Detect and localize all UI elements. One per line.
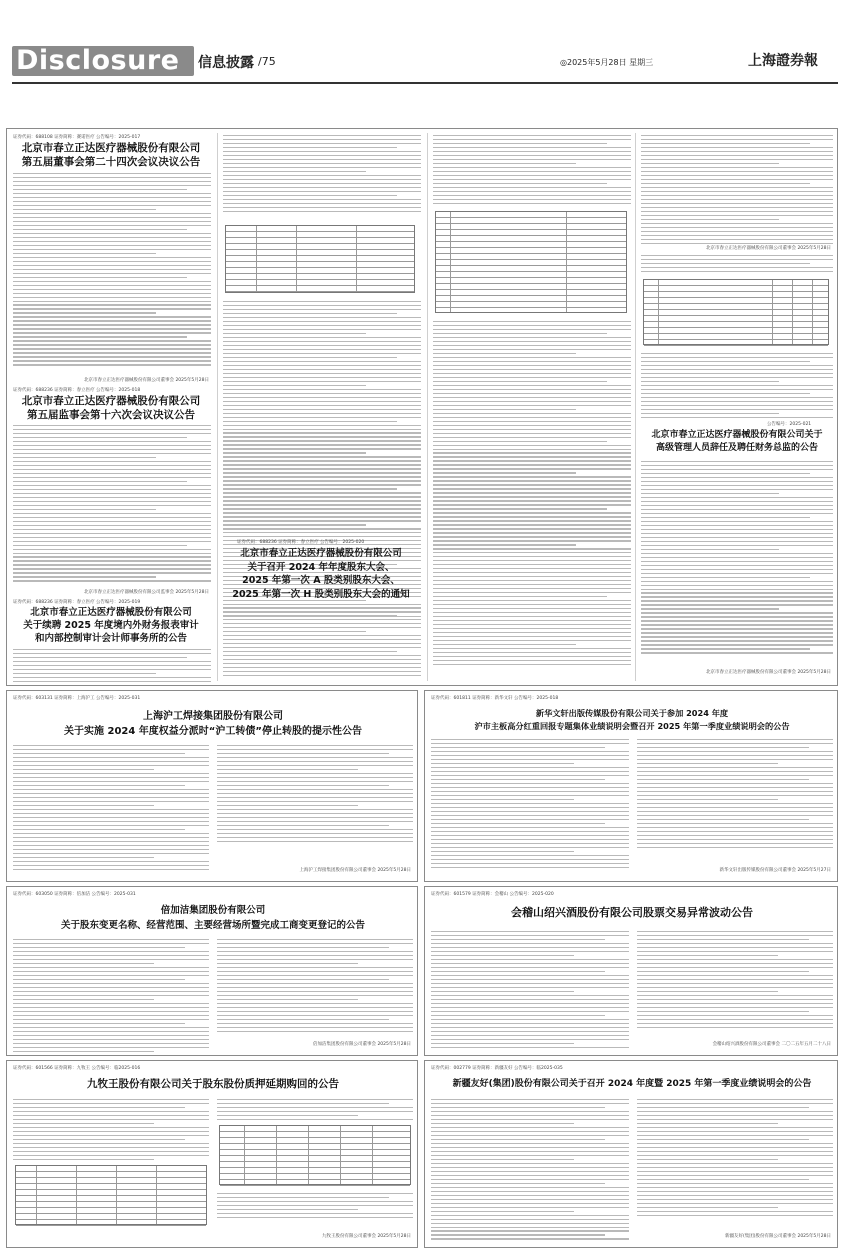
announcement-meta: 证券代码：688236 证券简称：春立医疗 公告编号：2025-020 — [237, 540, 365, 545]
announcement-signature: 新疆友好(集团)股份有限公司董事会 2025年5月28日 — [725, 1234, 831, 1239]
announcement-title — [11, 141, 211, 169]
announcement-signature: 倍加洁集团股份有限公司董事会 2025年5月28日 — [313, 1042, 411, 1047]
announcement-body — [641, 255, 833, 275]
announcement-body — [637, 1099, 833, 1219]
column-divider — [217, 133, 218, 681]
data-table — [643, 279, 829, 345]
announcement-body — [13, 425, 211, 584]
announcement-signature: 北京市春立正达医疗器械股份有限公司监事会 2025年5月28日 — [84, 590, 209, 595]
announcement-meta: 证券代码：603050 证券简称：倍加洁 公告编号：2025-031 — [13, 892, 136, 897]
masthead — [0, 0, 843, 86]
announcement-title — [7, 709, 418, 739]
title-line: 倍加洁集团股份有限公司 — [160, 905, 266, 916]
title-line: 新华文轩出版传媒股份有限公司关于参加 2024 年度 — [535, 708, 729, 718]
data-table — [435, 211, 627, 313]
announcement-body — [13, 745, 209, 873]
title-line: 关于召开 2024 年年度股东大会、 — [247, 561, 395, 573]
column-divider — [635, 133, 636, 681]
announcement-signature: 北京市春立正达医疗器械股份有限公司董事会 2025年5月28日 — [706, 670, 831, 675]
issue-date: ◎2025年5月28日 星期三 — [560, 58, 654, 67]
announcement-block — [424, 690, 838, 882]
announcement-signature: 九牧王股份有限公司董事会 2025年5月28日 — [322, 1234, 411, 1239]
announcement-body — [13, 939, 209, 1055]
title-line: 北京市春立正达医疗器械股份有限公司 — [240, 548, 402, 559]
announcement-meta: 证券代码：688108 证券简称：赛诺医疗 公告编号：2025-017 — [13, 135, 141, 140]
announcement-title — [425, 905, 838, 920]
data-table — [219, 1125, 411, 1185]
logo-text: Disclosure — [16, 45, 180, 76]
announcement-meta: 证券代码：601579 证券简称：会稽山 公告编号：2025-020 — [431, 892, 554, 897]
data-table — [15, 1165, 207, 1225]
announcement-body — [431, 739, 629, 870]
title-line: 会稽山绍兴酒股份有限公司股票交易异常波动公告 — [511, 906, 753, 919]
disclosure-logo — [12, 46, 194, 76]
announcement-body — [433, 135, 631, 207]
announcement-meta: 证券代码：601811 证券简称：新华文轩 公告编号：2025-018 — [431, 696, 559, 701]
title-line: 关于实施 2024 年度权益分派时“沪工转债”停止转股的提示性公告 — [64, 726, 362, 737]
announcement-signature: 北京市春立正达医疗器械股份有限公司董事会 2025年5月28日 — [84, 378, 209, 383]
announcement-title — [637, 429, 837, 455]
announcement-body — [433, 321, 631, 668]
announcement-signature: 新华文轩出版传媒股份有限公司董事会 2025年5月27日 — [719, 868, 831, 873]
title-line: 北京市春立正达医疗器械股份有限公司关于 — [651, 430, 823, 440]
masthead-rule — [12, 82, 838, 84]
announcement-signature: 北京市春立正达医疗器械股份有限公司董事会 2025年5月28日 — [706, 246, 831, 251]
title-line: 第五届监事会第十六次会议决议公告 — [27, 409, 195, 421]
announcement-meta: 证券代码：002779 证券简称：新疆友好 公告编号：临2025-035 — [431, 1066, 563, 1071]
title-line: 2025 年第一次 H 股类别股东大会的通知 — [232, 588, 410, 600]
section-title: 信息披露 — [198, 55, 254, 71]
announcement-meta: 证券代码：688236 证券简称：春立医疗 公告编号：2025-018 — [13, 388, 141, 393]
announcement-meta: 证券代码：688236 证券简称：春立医疗 公告编号：2025-019 — [13, 600, 141, 605]
announcement-block — [424, 886, 838, 1056]
announcement-body — [13, 1099, 209, 1163]
announcement-body — [217, 939, 413, 1035]
announcement-body — [641, 135, 833, 247]
page-number: /75 — [258, 55, 276, 68]
announcement-title — [221, 547, 421, 601]
announcement-block — [6, 886, 418, 1056]
title-line: 北京市春立正达医疗器械股份有限公司 — [30, 607, 192, 618]
title-line: 北京市春立正达医疗器械股份有限公司 — [21, 142, 201, 154]
title-line: 北京市春立正达医疗器械股份有限公司 — [21, 395, 201, 407]
announcement-body — [431, 931, 629, 1051]
announcement-body — [641, 353, 833, 421]
announcement-body — [217, 745, 413, 845]
title-line: 关于续聘 2025 年度境内外财务报表审计 — [23, 620, 199, 631]
announcement-body — [431, 1099, 629, 1242]
title-line: 沪市主板高分红重回报专题集体业绩说明会暨召开 2025 年第一季度业绩说明会的公告 — [474, 721, 790, 731]
announcement-meta: 证券代码：601566 证券简称：九牧王 公告编号：临2025-016 — [13, 1066, 141, 1071]
announcement-body — [641, 461, 833, 656]
announcement-title — [11, 606, 211, 645]
announcement-block — [6, 1060, 418, 1248]
announcement-body — [637, 739, 833, 851]
announcement-body — [13, 173, 211, 368]
announcement-title — [11, 394, 211, 422]
announcement-signature: 上海沪工焊接集团股份有限公司董事会 2025年5月28日 — [299, 868, 411, 873]
newspaper-brand: 上海證券報 — [748, 53, 818, 69]
announcement-block-top — [6, 128, 838, 686]
column-divider — [427, 133, 428, 681]
announcement-title — [425, 1077, 838, 1091]
announcement-body — [223, 135, 421, 215]
announcement-body — [223, 607, 421, 679]
announcement-title — [7, 903, 418, 933]
title-line: 高级管理人员辞任及聘任财务总监的公告 — [655, 443, 818, 453]
title-line: 2025 年第一次 A 股类别股东大会、 — [242, 575, 400, 586]
title-line: 第五届董事会第二十四次会议决议公告 — [21, 156, 201, 168]
announcement-meta: 公告编号：2025-021 — [767, 422, 812, 427]
title-line: 上海沪工焊接集团股份有限公司 — [143, 711, 283, 722]
title-line: 关于股东变更名称、经营范围、主要经营场所暨完成工商变更登记的公告 — [60, 920, 365, 931]
announcement-title — [425, 707, 838, 733]
announcement-block — [424, 1060, 838, 1248]
title-line: 九牧王股份有限公司关于股东股份质押延期购回的公告 — [87, 1078, 339, 1090]
title-line: 和内部控制审计会计师事务所的公告 — [34, 633, 187, 644]
announcement-body — [637, 931, 833, 1031]
announcement-signature: 会稽山绍兴酒股份有限公司董事会 二〇二五年五月二十八日 — [712, 1042, 831, 1047]
announcement-meta: 证券代码：603131 证券简称：上海沪工 公告编号：2025-031 — [13, 696, 141, 701]
announcement-title — [7, 1077, 418, 1091]
announcement-body — [13, 649, 211, 685]
announcement-body — [217, 1099, 413, 1123]
data-table — [225, 225, 415, 293]
title-line: 新疆友好(集团)股份有限公司关于召开 2024 年度暨 2025 年第一季度业绩说明会的公告 — [452, 1079, 812, 1089]
announcement-body — [217, 1193, 413, 1221]
announcement-block — [6, 690, 418, 882]
